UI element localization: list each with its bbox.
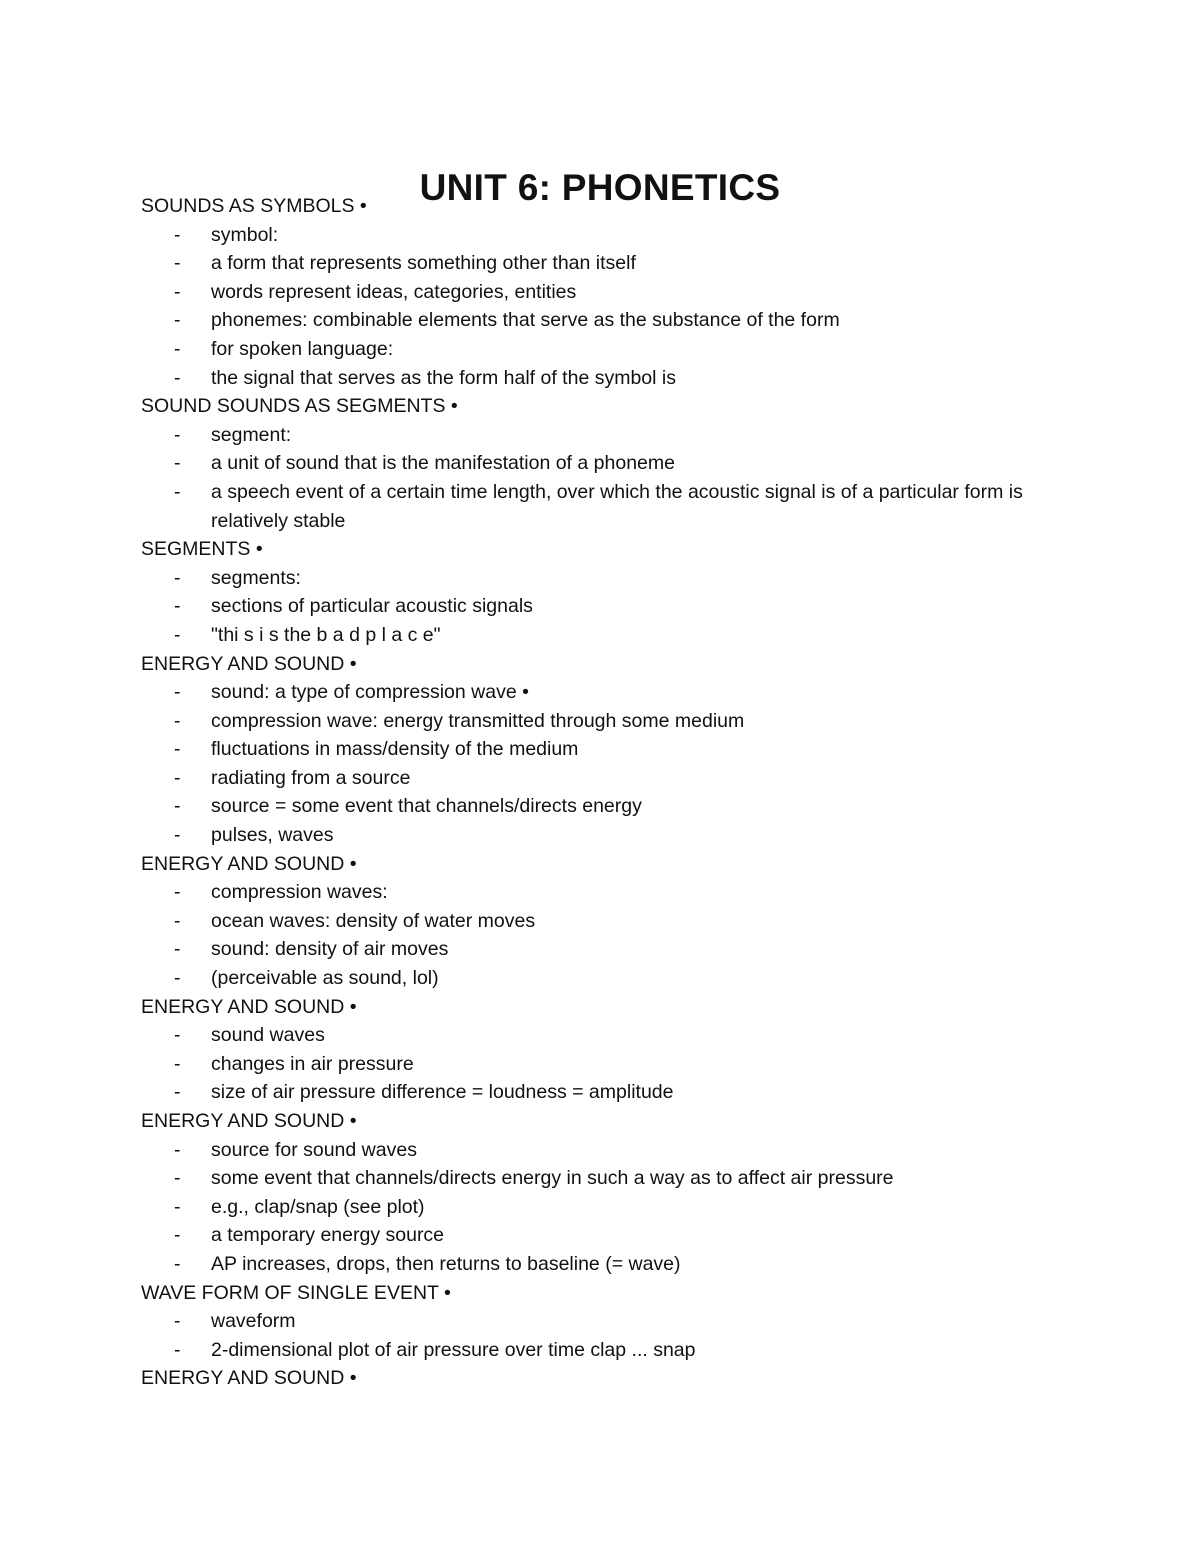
list-item	[141, 249, 1061, 278]
list-item	[141, 878, 1061, 907]
list-item	[141, 1050, 1061, 1079]
list-item-text: waveform	[211, 1310, 296, 1333]
dash-bullet-icon: -	[174, 681, 181, 704]
list-item	[141, 735, 1061, 764]
notes-body	[141, 192, 1061, 1393]
list-item-text: sound: a type of compression wave •	[211, 681, 529, 704]
dash-bullet-icon: -	[174, 1167, 181, 1190]
dash-bullet-icon: -	[174, 1310, 181, 1333]
list-item-text: source for sound waves	[211, 1138, 417, 1161]
list-item-text: some event that channels/directs energy in such a way as to affect air pressure	[211, 1167, 894, 1190]
list-item-text: 2-dimensional plot of air pressure over time clap ... snap	[211, 1338, 696, 1361]
list-item	[141, 1193, 1061, 1222]
list-item	[141, 221, 1061, 250]
dash-bullet-icon: -	[174, 1224, 181, 1247]
dash-bullet-icon: -	[174, 709, 181, 732]
list-item	[141, 592, 1061, 621]
section-heading: ENERGY AND SOUND •	[141, 995, 357, 1018]
list-item-text: the signal that serves as the form half of the symbol is	[211, 366, 676, 389]
list-item	[141, 621, 1061, 650]
list-item	[141, 1021, 1061, 1050]
section-list	[141, 1136, 1061, 1279]
dash-bullet-icon: -	[174, 824, 181, 847]
list-item	[141, 707, 1061, 736]
section-list	[141, 1021, 1061, 1107]
list-item	[141, 1307, 1061, 1336]
section-heading: SEGMENTS •	[141, 538, 263, 561]
dash-bullet-icon: -	[174, 566, 181, 589]
dash-bullet-icon: -	[174, 1338, 181, 1361]
list-item-text: a form that represents something other than itself	[211, 252, 636, 275]
section-list	[141, 221, 1061, 393]
list-item-text: a unit of sound that is the manifestation of a phoneme	[211, 452, 675, 475]
list-item	[141, 1250, 1061, 1279]
dash-bullet-icon: -	[174, 1081, 181, 1104]
list-item-text: words represent ideas, categories, entities	[211, 280, 577, 303]
dash-bullet-icon: -	[174, 480, 181, 503]
list-item	[141, 935, 1061, 964]
list-item-text: fluctuations in mass/density of the medium	[211, 738, 579, 761]
dash-bullet-icon: -	[174, 1195, 181, 1218]
list-item-text: for spoken language:	[211, 337, 394, 360]
section-heading: ENERGY AND SOUND •	[141, 1110, 357, 1132]
dash-bullet-icon: -	[174, 766, 181, 789]
list-item-text: changes in air pressure	[211, 1052, 414, 1075]
list-item	[141, 1136, 1061, 1165]
dash-bullet-icon: -	[174, 1138, 181, 1161]
list-item	[141, 1164, 1061, 1193]
list-item-text: AP increases, drops, then returns to baseline (= wave)	[211, 1252, 681, 1275]
list-item	[141, 821, 1061, 850]
dash-bullet-icon: -	[174, 881, 181, 904]
list-item	[141, 1336, 1061, 1365]
dash-bullet-icon: -	[174, 795, 181, 818]
section-list	[141, 878, 1061, 992]
list-item-text: ocean waves: density of water moves	[211, 909, 536, 932]
list-item	[141, 764, 1061, 793]
section-list	[141, 678, 1061, 850]
list-item-text: "thi s i s the b a d p l a c e"	[211, 623, 441, 646]
list-item-text: sound waves	[211, 1024, 325, 1047]
dash-bullet-icon: -	[174, 738, 181, 761]
dash-bullet-icon: -	[174, 938, 181, 961]
section-list	[141, 564, 1061, 650]
section-heading: SOUNDS AS SYMBOLS •	[141, 195, 367, 217]
list-item-text: compression waves:	[211, 881, 388, 904]
list-item	[141, 1078, 1061, 1107]
list-item	[141, 478, 1061, 535]
dash-bullet-icon: -	[174, 366, 181, 389]
list-item	[141, 335, 1061, 364]
dash-bullet-icon: -	[174, 1024, 181, 1047]
dash-bullet-icon: -	[174, 595, 181, 618]
dash-bullet-icon: -	[174, 452, 181, 475]
section-heading: ENERGY AND SOUND •	[141, 1367, 357, 1390]
list-item	[141, 364, 1061, 393]
list-item-text: sections of particular acoustic signals	[211, 595, 533, 618]
list-item-text: e.g., clap/snap (see plot)	[211, 1195, 425, 1218]
dash-bullet-icon: -	[174, 1252, 181, 1275]
section-heading: ENERGY AND SOUND •	[141, 852, 357, 875]
dash-bullet-icon: -	[174, 337, 181, 360]
list-item	[141, 792, 1061, 821]
list-item-text: size of air pressure difference = loudness = amplitude	[211, 1081, 674, 1104]
list-item	[141, 278, 1061, 307]
dash-bullet-icon: -	[174, 423, 181, 446]
dash-bullet-icon: -	[174, 280, 181, 303]
list-item	[141, 421, 1061, 450]
list-item-text: source = some event that channels/directs energy	[211, 795, 642, 818]
list-item-text: phonemes: combinable elements that serve as the substance of the form	[211, 309, 840, 332]
dash-bullet-icon: -	[174, 967, 181, 990]
list-item-text: (perceivable as sound, lol)	[211, 967, 439, 990]
section-heading: ENERGY AND SOUND •	[141, 652, 357, 675]
list-item-text: a temporary energy source	[211, 1224, 445, 1247]
list-item	[141, 1221, 1061, 1250]
dash-bullet-icon: -	[174, 252, 181, 275]
list-item-text: symbol:	[211, 223, 279, 246]
dash-bullet-icon: -	[174, 909, 181, 932]
list-item	[141, 306, 1061, 335]
list-item-text: segment:	[211, 423, 292, 446]
dash-bullet-icon: -	[174, 623, 181, 646]
dash-bullet-icon: -	[174, 1052, 181, 1075]
document-title: UNIT 6: PHONETICS	[419, 166, 781, 208]
section-heading: WAVE FORM OF SINGLE EVENT •	[141, 1281, 451, 1304]
list-item-text: radiating from a source	[211, 766, 411, 789]
list-item	[141, 678, 1061, 707]
list-item-text: a speech event of a certain time length, over which the acoustic signal is of a particular form is relatively stable	[211, 480, 1023, 532]
section-heading: SOUND SOUNDS AS SEGMENTS •	[141, 395, 458, 418]
list-item	[141, 564, 1061, 593]
list-item-text: sound: density of air moves	[211, 938, 449, 961]
list-item-text: compression wave: energy transmitted through some medium	[211, 709, 745, 732]
list-item	[141, 964, 1061, 993]
list-item-text: pulses, waves	[211, 824, 334, 847]
list-item	[141, 449, 1061, 478]
dash-bullet-icon: -	[174, 223, 181, 246]
list-item-text: segments:	[211, 566, 301, 589]
section-list	[141, 421, 1061, 535]
list-item	[141, 907, 1061, 936]
section-list	[141, 1307, 1061, 1364]
dash-bullet-icon: -	[174, 309, 181, 332]
